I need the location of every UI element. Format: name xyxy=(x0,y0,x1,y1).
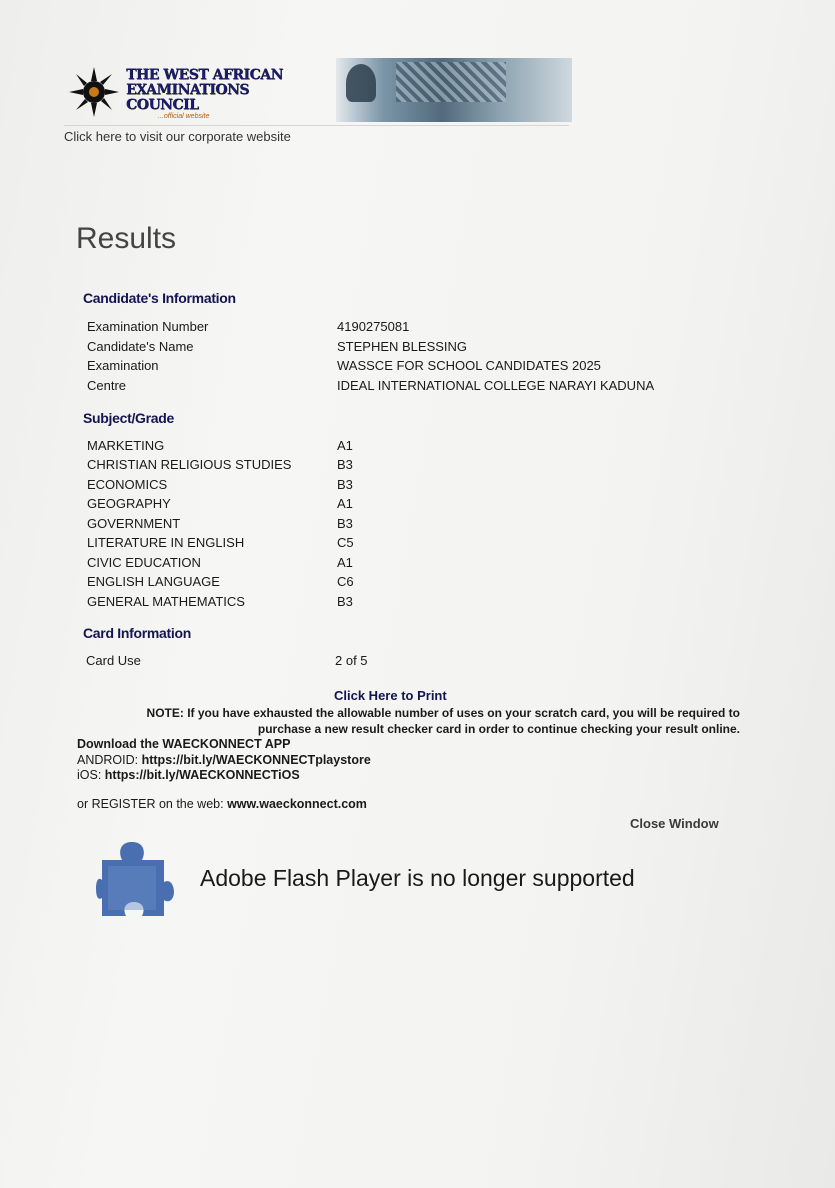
info-value: 4190275081 xyxy=(337,319,410,334)
header-banner-image xyxy=(336,58,572,122)
subject-name: MARKETING xyxy=(87,438,165,453)
ios-link[interactable]: https://bit.ly/WAECKONNECTiOS xyxy=(104,768,300,782)
print-button[interactable]: Click Here to Print xyxy=(334,688,447,703)
subject-name: GENERAL MATHEMATICS xyxy=(87,594,245,609)
subject-name: CIVIC EDUCATION xyxy=(87,555,201,570)
info-row-examination xyxy=(87,358,787,377)
info-row-exam-number xyxy=(87,319,787,338)
info-value: STEPHEN BLESSING xyxy=(337,339,468,354)
subject-grade: B3 xyxy=(337,477,353,492)
flash-unsupported-message: Adobe Flash Player is no longer supported xyxy=(200,865,635,891)
card-use-label: Card Use xyxy=(86,653,141,668)
info-label: Centre xyxy=(87,378,127,393)
subject-grade: C5 xyxy=(337,535,354,550)
register-link[interactable]: www.waeckonnect.com xyxy=(227,797,367,811)
logo-tagline: ...official website xyxy=(158,113,210,120)
card-use-value: 2 of 5 xyxy=(335,653,368,668)
info-row-centre xyxy=(87,378,787,397)
waec-logo-text xyxy=(126,68,306,120)
android-label: ANDROID: xyxy=(77,752,142,767)
subject-grade: B3 xyxy=(337,594,353,609)
register-text: or REGISTER on the web: xyxy=(77,797,228,811)
subject-row xyxy=(87,535,787,554)
subject-name: GEOGRAPHY xyxy=(87,496,171,511)
subject-row xyxy=(87,574,787,593)
subject-row xyxy=(87,516,787,535)
subject-row xyxy=(87,594,787,613)
subject-name: GOVERNMENT xyxy=(87,516,181,531)
subject-row xyxy=(87,555,787,574)
ios-line xyxy=(77,768,371,784)
subject-name: ENGLISH LANGUAGE xyxy=(87,574,220,589)
subject-grade-heading: Subject/Grade xyxy=(83,410,175,426)
ios-label: iOS: xyxy=(77,768,105,782)
puzzle-piece-icon xyxy=(96,838,174,918)
header-divider xyxy=(64,125,569,126)
note-line-1: NOTE: If you have exhausted the allowable number of uses on your scratch card, you will be required to xyxy=(146,706,740,720)
scratch-card-note xyxy=(100,705,740,737)
register-line xyxy=(77,797,367,811)
subject-grade: A1 xyxy=(337,555,353,570)
info-label: Examination xyxy=(87,358,159,373)
note-line-2: purchase a new result checker card in order to continue checking your result online. xyxy=(257,722,740,736)
subject-grade: A1 xyxy=(337,496,353,511)
info-value: IDEAL INTERNATIONAL COLLEGE NARAYI KADUNA xyxy=(337,378,655,393)
subject-row xyxy=(87,438,787,457)
candidate-info-heading: Candidate's Information xyxy=(83,290,236,306)
page-title: Results xyxy=(76,222,177,255)
subject-name: CHRISTIAN RELIGIOUS STUDIES xyxy=(87,457,292,472)
card-info-heading: Card Information xyxy=(83,625,191,641)
info-row-candidate-name xyxy=(87,339,787,358)
corporate-website-link[interactable]: Click here to visit our corporate website xyxy=(64,129,291,144)
site-header xyxy=(64,58,574,128)
logo-line-1: THE WEST AFRICAN xyxy=(126,67,283,83)
android-line xyxy=(77,753,371,769)
waec-logo-icon xyxy=(68,66,120,118)
subject-grade: A1 xyxy=(337,438,353,453)
subject-name: ECONOMICS xyxy=(87,477,168,492)
card-use-row xyxy=(86,653,786,672)
close-window-button[interactable]: Close Window xyxy=(630,816,719,831)
android-link[interactable]: https://bit.ly/WAECKONNECTplaystore xyxy=(141,752,371,767)
info-label: Examination Number xyxy=(87,319,209,334)
logo-line-2: EXAMINATIONS COUNCIL xyxy=(126,82,249,113)
subject-row xyxy=(87,457,787,476)
info-label: Candidate's Name xyxy=(87,339,194,354)
app-download-block xyxy=(77,737,371,784)
app-heading: Download the WAECKONNECT APP xyxy=(77,737,291,751)
subject-row xyxy=(87,496,787,515)
subject-row xyxy=(87,477,787,496)
subject-grade: B3 xyxy=(337,457,353,472)
subject-grade: B3 xyxy=(337,516,353,531)
subject-grade: C6 xyxy=(337,574,354,589)
subject-name: LITERATURE IN ENGLISH xyxy=(87,535,245,550)
info-value: WASSCE FOR SCHOOL CANDIDATES 2025 xyxy=(337,358,601,373)
